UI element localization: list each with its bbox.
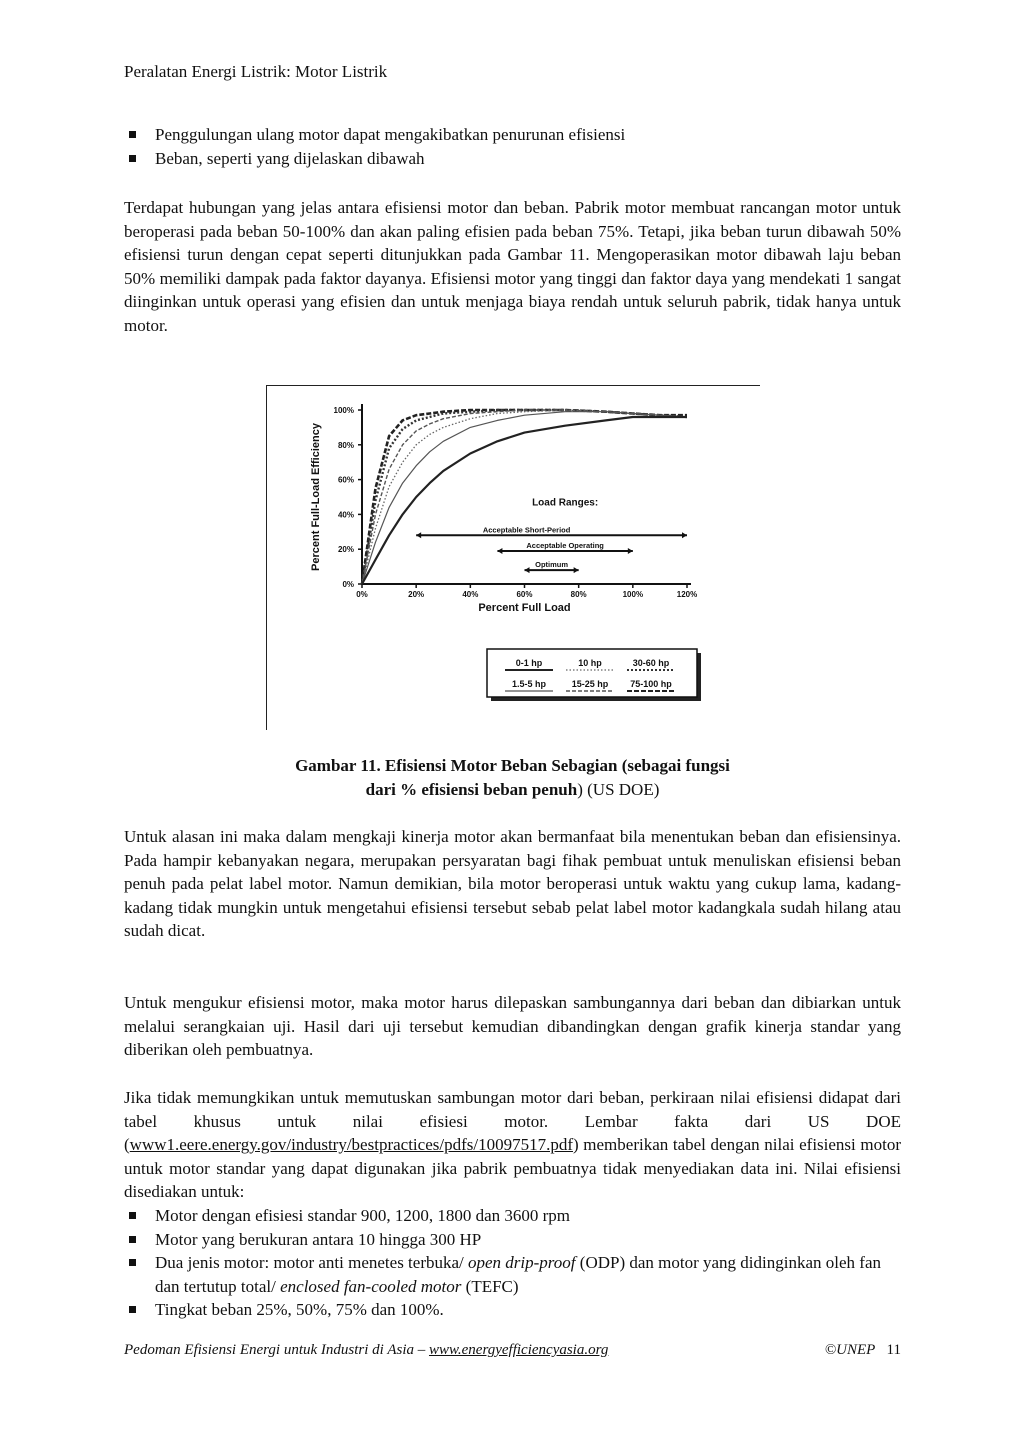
list-item — [124, 1251, 901, 1298]
efficiency-chart-figure — [266, 385, 760, 730]
paragraph-text: Jika tidak memungkikan untuk memutuskan sambungan motor dari beban, perkiraan nilai efisiensi didapat dari tabel khusus untuk nilai efisiesi motor. Lembar fakta dari US DOE ( — [124, 1088, 901, 1155]
list-item: Penggulungan ulang motor dapat mengakibatkan penurunan efisiensi — [124, 123, 901, 147]
paragraph-assess-performance: Untuk alasan ini maka dalam mengkaji kinerja motor akan bermanfaat bila menentukan beban dan efisiensinya. Pada hampir kebanyakan negara, merupakan persyaratan bagi fihak pembuat untuk menuliskan efisiensi beban penuh pada pelat label motor. Namun demikian, bila motor beroperasi untuk waktu yang cukup lama, kadang-kadang tidak mungkin untuk mengetahui efisiensi tersebut sebab pelat label motor kadangkala sudah hilang atau sudah dicat. — [124, 827, 901, 941]
load-range-label: Optimum — [535, 560, 569, 570]
legend-label: 1.5-5 hp — [511, 679, 547, 689]
list-item-italic: open drip-proof — [468, 1253, 576, 1273]
load-range-arrow-right — [682, 532, 687, 538]
efficiency-chart — [267, 386, 760, 730]
paragraph-measure-efficiency: Untuk mengukur efisiensi motor, maka motor harus dilepaskan sambungannya dari beban dan dibiarkan untuk melalui serangkaian uji. Hasil dari uji tersebut kemudian dibandingkan dengan grafik kinerja standar yang diberikan oleh pembuatnya. — [124, 993, 901, 1060]
page-number: 11 — [886, 1342, 901, 1358]
y-tick-label: 60% — [337, 475, 354, 485]
x-tick-label: 0% — [356, 590, 368, 599]
load-range-arrow-left — [497, 548, 502, 554]
legend-label: 15-25 hp — [571, 679, 609, 689]
x-axis-label: Percent Full Load — [478, 602, 571, 614]
paragraph-us-doe-table — [124, 1086, 901, 1322]
legend-label: 10 hp — [578, 658, 602, 668]
caption-line-1: Gambar 11. Efisiensi Motor Beban Sebagian (sebagai fungsi — [295, 756, 730, 775]
list-item-text: (ODP) dan motor yang didinginkan oleh fan dan tertutup total/ — [155, 1253, 881, 1296]
list-item-italic: enclosed fan-cooled motor — [280, 1276, 462, 1296]
legend-label: 30-60 hp — [632, 658, 670, 668]
load-range-arrow-left — [525, 567, 530, 573]
load-range-arrow-left — [416, 532, 421, 538]
series-line-1-5-5-hp — [362, 412, 687, 584]
footer-website-link[interactable]: www.energyefficiencyasia.org — [428, 1342, 609, 1358]
list-item-text: Dua jenis motor: motor anti menetes terbuka/ — [155, 1253, 469, 1273]
page-footer — [124, 1342, 901, 1359]
y-tick-label: 20% — [337, 545, 354, 555]
footer-text: Pedoman Efisiensi Energi untuk Industri di Asia – — [124, 1342, 429, 1358]
x-tick-label: 40% — [462, 590, 479, 599]
load-range-label: Acceptable Short-Period — [482, 525, 571, 535]
list-item-text: (TEFC) — [461, 1276, 519, 1296]
x-tick-label: 120% — [676, 590, 698, 599]
footer-copyright: ©UNEP — [824, 1342, 876, 1358]
load-range-label: Acceptable Operating — [526, 540, 604, 550]
list-item: Motor dengan efisiesi standar 900, 1200, 1800 dan 3600 rpm — [124, 1204, 901, 1228]
x-tick-label: 60% — [516, 590, 533, 599]
x-tick-label: 100% — [622, 590, 644, 599]
x-tick-label: 20% — [408, 590, 425, 599]
x-tick-label: 80% — [570, 590, 587, 599]
list-item: Tingkat beban 25%, 50%, 75% dan 100%. — [124, 1298, 901, 1322]
load-range-arrow-right — [574, 567, 579, 573]
y-axis-label: Percent Full-Load Efficiency — [310, 423, 322, 571]
series-line-0-1-hp — [362, 417, 687, 584]
series-line-15-25-hp — [362, 410, 687, 584]
figure-caption — [124, 754, 901, 801]
page-header-title: Peralatan Energi Listrik: Motor Listrik — [124, 62, 388, 81]
legend-label: 0-1 hp — [515, 658, 543, 668]
y-tick-label: 0% — [342, 580, 354, 589]
y-tick-label: 80% — [337, 440, 354, 450]
paragraph-load-efficiency: Terdapat hubungan yang jelas antara efisiensi motor dan beban. Pabrik motor membuat rancangan motor untuk beroperasi pada beban 50-100% dan akan paling efisien pada beban 75%. Tetapi, jika beban turun dibawah 50% efisiensi turun dengan cepat seperti ditunjukkan pada Gambar 11. Mengoperasikan motor dibawah laju beban 50% memiliki dampak pada faktor dayanya. Efisiensi motor yang tinggi dan faktor daya yang mendekati 1 sangat diinginkan untuk operasi yang efisien dan untuk menjaga biaya rendah untuk seluruh pabrik, tidak hanya untuk motor. — [124, 198, 901, 335]
doe-factsheet-link[interactable]: www1.eere.energy.gov/industry/bestpractices/pdfs/10097517.pdf — [129, 1135, 573, 1155]
top-bullet-list — [124, 123, 901, 170]
caption-source: ) (US DOE) — [577, 779, 660, 799]
load-ranges-title: Load Ranges: — [532, 497, 599, 509]
legend-box — [487, 649, 697, 697]
load-range-arrow-right — [628, 548, 633, 554]
paragraph-text: ) memberikan tabel dengan nilai efisiensi motor untuk motor standar yang dapat digunakan jika pabrik pembuatnya tidak menyediakan data ini. Nilai efisiensi disediakan untuk: — [124, 1135, 901, 1202]
y-tick-label: 100% — [333, 406, 354, 415]
legend-label: 75-100 hp — [630, 679, 672, 689]
caption-line-2: dari % efisiensi beban penuh — [365, 779, 578, 799]
y-tick-label: 40% — [337, 510, 354, 520]
list-item: Beban, seperti yang dijelaskan dibawah — [124, 147, 901, 171]
list-item: Motor yang berukuran antara 10 hingga 300 HP — [124, 1228, 901, 1252]
